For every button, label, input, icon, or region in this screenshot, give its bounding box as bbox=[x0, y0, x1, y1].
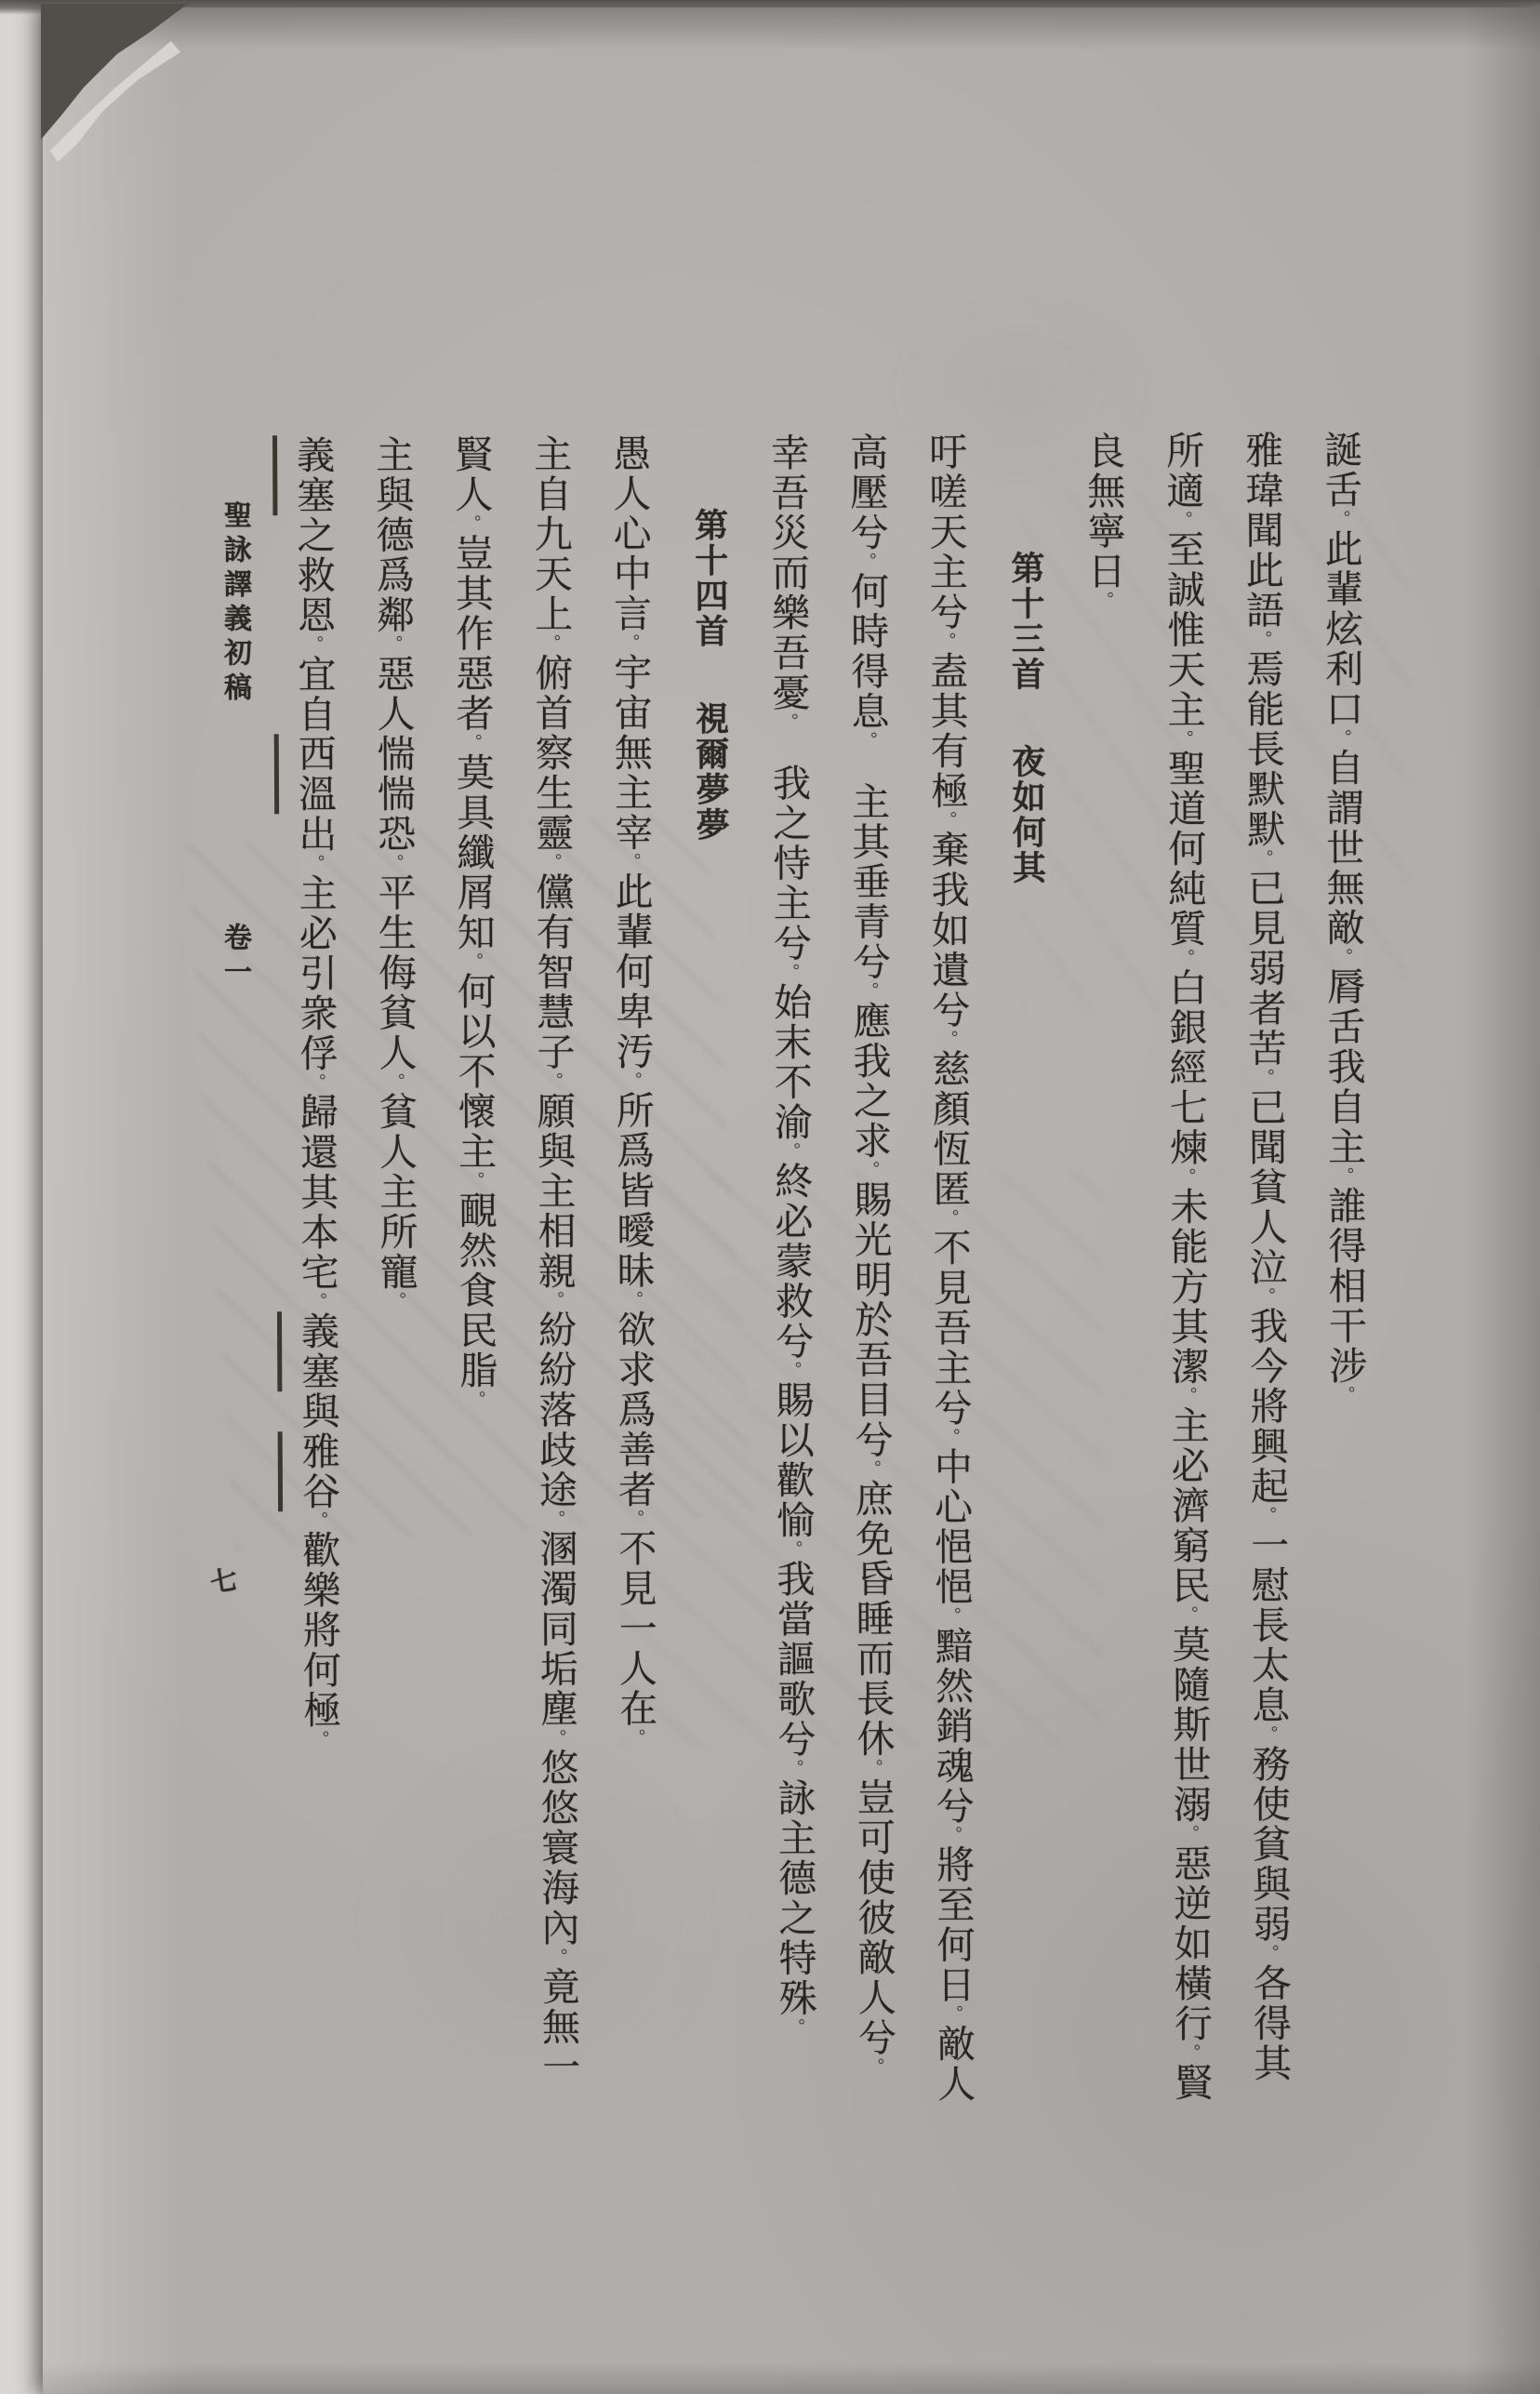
ideographic-period: 。 bbox=[306, 1072, 326, 1093]
ideographic-period: 。 bbox=[941, 1606, 962, 1627]
ideographic-period: 。 bbox=[1334, 1166, 1355, 1187]
ideographic-period: 。 bbox=[938, 1030, 959, 1049]
psalm-number: 第十四首 bbox=[689, 507, 730, 649]
ideographic-period: 。 bbox=[856, 552, 877, 572]
ideographic-period: 。 bbox=[309, 1510, 329, 1531]
ideographic-period: 。 bbox=[461, 514, 482, 534]
text-column: 主與德爲鄰。惡人惴惴恐。平生侮貧人。貧人主所寵。 bbox=[369, 434, 418, 1311]
ideographic-period: 。 bbox=[1255, 1286, 1276, 1307]
proper-name-mark: 西溫 bbox=[274, 734, 337, 814]
text-column: 賢人。豈其作惡者。莫具纖屑知。何以不懷主。靦然食民脂。 bbox=[448, 433, 498, 1410]
ideographic-period: 。 bbox=[621, 852, 642, 872]
ideographic-period: 。 bbox=[781, 1141, 802, 1162]
psalm-title: 視爾夢夢 bbox=[690, 700, 731, 843]
ideographic-period: 。 bbox=[542, 853, 563, 872]
ideographic-period: 。 bbox=[546, 1510, 566, 1529]
text-block bbox=[273, 430, 1390, 2305]
ideographic-period: 。 bbox=[466, 1390, 486, 1410]
ideographic-period: 。 bbox=[1331, 510, 1351, 529]
ideographic-period: 。 bbox=[305, 854, 325, 873]
ideographic-period: 。 bbox=[1255, 1068, 1275, 1088]
ideographic-period: 。 bbox=[547, 1728, 567, 1749]
ideographic-period: 。 bbox=[860, 1160, 881, 1180]
ideographic-period: 。 bbox=[859, 981, 880, 1002]
ideographic-period: 。 bbox=[623, 1290, 644, 1310]
psalm-title: 夜如何其 bbox=[1006, 743, 1047, 886]
ideographic-period: 。 bbox=[782, 1361, 803, 1380]
ideographic-period: 。 bbox=[940, 1428, 961, 1447]
ideographic-period: 。 bbox=[465, 1171, 485, 1190]
ideographic-period: 。 bbox=[620, 633, 641, 653]
ideographic-period: 。 bbox=[548, 1948, 568, 1967]
ideographic-period: 。 bbox=[1259, 1944, 1280, 1963]
ideographic-period: 。 bbox=[625, 1509, 645, 1529]
page-number: 七 bbox=[207, 1563, 240, 1600]
ideographic-period: 。 bbox=[307, 1292, 327, 1311]
ideographic-period: 。 bbox=[463, 951, 485, 972]
proper-name-mark: 義塞 bbox=[277, 1311, 339, 1391]
ideographic-period: 。 bbox=[1335, 1385, 1356, 1405]
text-column: 愚人心中言。宇宙無主宰。此輩何卑汚。所爲皆曖昧。欲求爲善者。不見一人在。 bbox=[606, 433, 658, 1748]
ideographic-period: 。 bbox=[1258, 1724, 1279, 1745]
ideographic-period: 。 bbox=[384, 853, 405, 873]
ideographic-period: 。 bbox=[936, 632, 957, 651]
text-column: 良無寧日。 bbox=[1081, 431, 1126, 611]
ideographic-period: 。 bbox=[1174, 729, 1194, 750]
ideographic-period: 。 bbox=[863, 1758, 883, 1778]
text-column: 義塞之救恩。宜自西溫出。主必引衆俘。歸還其本宅。義塞與雅谷。歡樂將何極。 bbox=[273, 435, 363, 2305]
ideographic-period: 。 bbox=[939, 1208, 960, 1229]
book-title-margin bbox=[214, 500, 255, 991]
ideographic-period: 。 bbox=[1177, 1386, 1198, 1406]
ideographic-period: 。 bbox=[1176, 1167, 1197, 1187]
ideographic-period: 。 bbox=[865, 2057, 885, 2077]
ideographic-period: 。 bbox=[1094, 591, 1115, 611]
text-column: 吁嗟天主兮。盍其有極。棄我如遺兮。慈顏恆匿。不見吾主兮。中心悒悒。黯然銷魂兮。將至何日。敵人 bbox=[923, 432, 976, 2105]
ideographic-period: 。 bbox=[784, 1759, 804, 1778]
text-column: 所適。至誠惟天主。聖道何純質。白銀經七煉。未能方其潔。主必濟窮民。莫隨斯世溺。惡逆如橫行。賢 bbox=[1160, 430, 1214, 2103]
ideographic-period: 。 bbox=[942, 1826, 962, 1845]
ideographic-period: 。 bbox=[1333, 948, 1354, 967]
ideographic-period: 。 bbox=[383, 634, 404, 655]
text-column: 幸吾災而樂吾憂。 我之恃主兮。始末不渝。終必蒙救兮。賜以歡愉。我當謳歌兮。詠主德之特殊。 bbox=[764, 432, 817, 2038]
ideographic-period: 。 bbox=[857, 731, 878, 742]
ideographic-period: 。 bbox=[1173, 511, 1193, 530]
ideographic-period: 。 bbox=[1179, 1824, 1200, 1844]
psalm-heading bbox=[669, 433, 758, 2377]
ideographic-period: 。 bbox=[622, 1071, 643, 1091]
ideographic-period: 。 bbox=[778, 712, 799, 724]
ideographic-period: 。 bbox=[543, 1071, 564, 1092]
proper-name-mark: 雅谷 bbox=[278, 1431, 340, 1511]
ideographic-period: 。 bbox=[1175, 948, 1196, 968]
ideographic-period: 。 bbox=[1181, 2043, 1201, 2063]
ideographic-period: 。 bbox=[779, 963, 801, 983]
ideographic-period: 。 bbox=[785, 2017, 806, 2038]
ideographic-period: 。 bbox=[1253, 630, 1273, 650]
volume-label: 卷一 bbox=[219, 923, 251, 991]
ideographic-period: 。 bbox=[937, 810, 958, 831]
ideographic-period: 。 bbox=[1257, 1506, 1278, 1525]
ideographic-period: 。 bbox=[385, 1072, 405, 1092]
text-column: 主自九天上。俯首察生靈。儻有智慧子。願與主相親。紛紛落歧途。溷濁同垢塵。悠悠寰海內。竟無一 bbox=[527, 433, 581, 2087]
psalm-number: 第十三首 bbox=[1005, 550, 1046, 693]
ideographic-period: 。 bbox=[943, 2004, 963, 2025]
ideographic-period: 。 bbox=[462, 733, 483, 753]
ideographic-period: 。 bbox=[304, 634, 325, 655]
ideographic-period: 。 bbox=[310, 1730, 330, 1749]
ideographic-period: 。 bbox=[1254, 849, 1274, 869]
ideographic-period: 。 bbox=[626, 1728, 646, 1748]
ideographic-period: 。 bbox=[1178, 1605, 1199, 1625]
ideographic-period: 。 bbox=[544, 1290, 564, 1310]
psalm-heading bbox=[985, 432, 1074, 2394]
ideographic-period: 。 bbox=[861, 1459, 882, 1479]
proper-name-mark: 義塞 bbox=[272, 435, 335, 515]
ideographic-period: 。 bbox=[1332, 728, 1352, 749]
text-column: 誕舌。此輩炫利口。自謂世無敵。脣舌我自主。誰得相干涉。 bbox=[1318, 430, 1368, 1405]
text-column: 高壓兮。何時得息。 主其垂青兮。應我之求。賜光明於吾目兮。庶免昏睡而長休。豈可使彼敵人兮。 bbox=[843, 432, 897, 2077]
torn-corner bbox=[41, 4, 206, 151]
text-column: 雅瑋聞此語。焉能長默默。已見弱者苦。已聞貧人泣。我今將興起。一慰長太息。務使貧與弱。各得其 bbox=[1239, 430, 1293, 2083]
ideographic-period: 。 bbox=[541, 633, 562, 654]
ideographic-period: 。 bbox=[386, 1291, 406, 1311]
ideographic-period: 。 bbox=[783, 1539, 803, 1560]
book-title: 聖詠譯義初稿 bbox=[219, 500, 251, 707]
